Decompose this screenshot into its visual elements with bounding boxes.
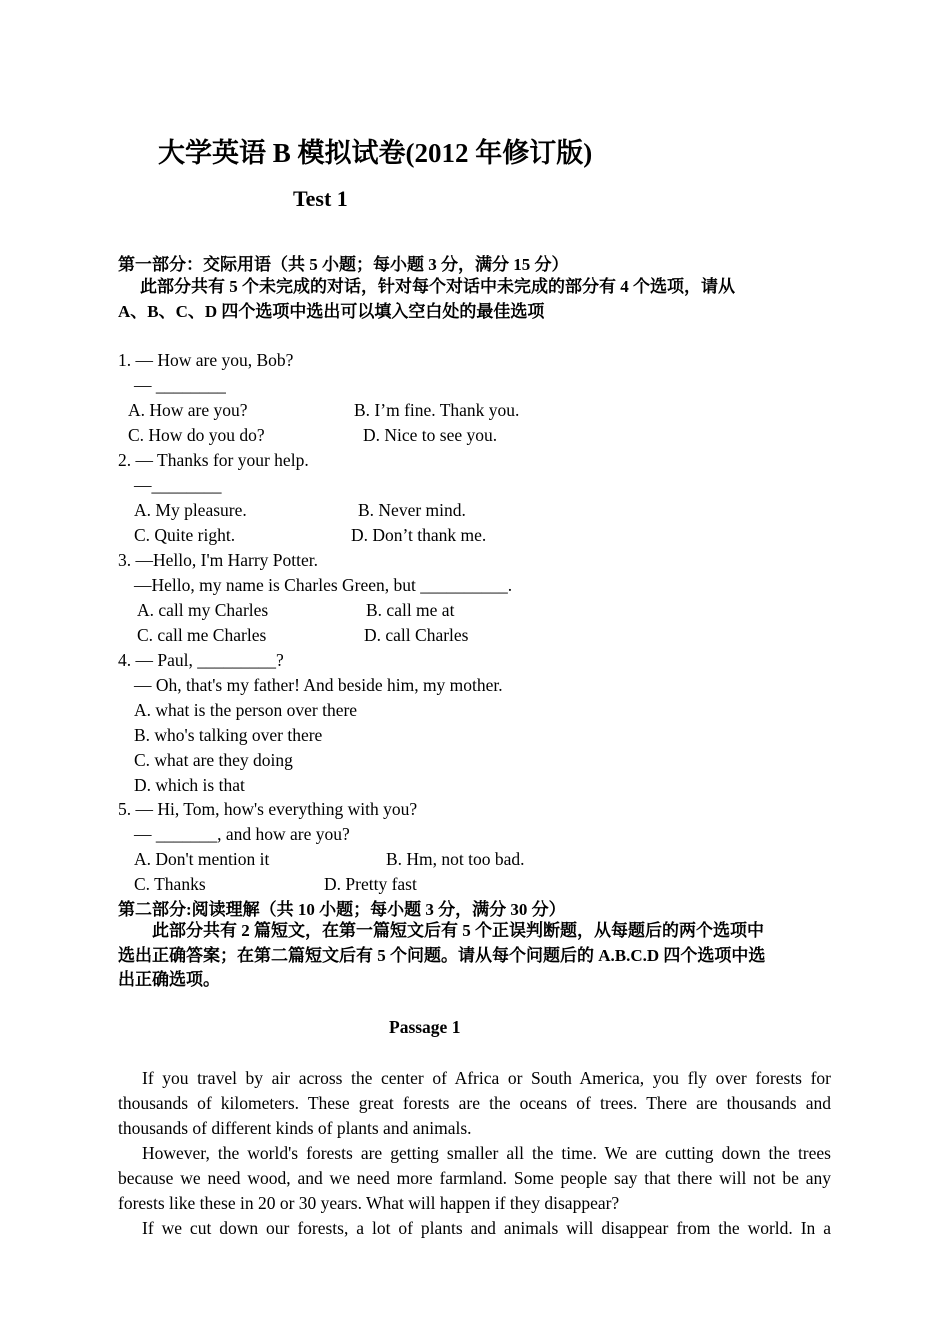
part2-heading: 第二部分:阅读理解（共 10 小题；每小题 3 分，满分 30 分） <box>118 900 566 919</box>
q1-option-a: A. How are you? <box>128 400 248 420</box>
q5-option-c: C. Thanks <box>134 874 206 894</box>
q5-option-b: B. Hm, not too bad. <box>386 849 525 869</box>
part1-heading: 第一部分：交际用语（共 5 小题；每小题 3 分，满分 15 分） <box>118 255 569 274</box>
q4-option-b: B. who's talking over there <box>134 725 323 745</box>
passage-paragraph: However, the world's forests are getting smaller all the time. We are cutting down the trees because we need wood, and we need more farmland. Some people say that there will not be any forests like these in 20 or 30 years. What will happen if they disappear? <box>118 1143 831 1213</box>
q1-reply: — ________ <box>134 375 226 395</box>
passage-body <box>118 1066 831 1241</box>
q4-option-d: D. which is that <box>134 775 245 795</box>
q4-option-c: C. what are they doing <box>134 750 293 770</box>
q3-option-d: D. call Charles <box>364 625 469 645</box>
q5-option-d: D. Pretty fast <box>324 874 417 894</box>
exam-title: 大学英语 B 模拟试卷(2012 年修订版) <box>158 138 593 168</box>
q4-reply: — Oh, that's my father! And beside him, my mother. <box>134 675 503 695</box>
part1-instruction-line1: 此部分共有 5 个未完成的对话，针对每个对话中未完成的部分有 4 个选项，请从 <box>140 277 735 296</box>
part2-instruction-line1: 此部分共有 2 篇短文，在第一篇短文后有 5 个正误判断题，从每题后的两个选项中 <box>152 921 764 940</box>
q3-option-c: C. call me Charles <box>137 625 267 645</box>
part2-instruction-line2: 选出正确答案；在第二篇短文后有 5 个问题。请从每个问题后的 A.B.C.D 四个选项中选 <box>118 946 766 965</box>
q2-option-c: C. Quite right. <box>134 525 236 545</box>
q3-prompt: 3. —Hello, I'm Harry Potter. <box>118 550 318 570</box>
q3-option-a: A. call my Charles <box>137 600 269 620</box>
q2-prompt: 2. — Thanks for your help. <box>118 450 309 470</box>
q5-reply: — _______, and how are you? <box>134 824 350 844</box>
passage-title: Passage 1 <box>389 1017 461 1037</box>
q1-option-c: C. How do you do? <box>128 425 265 445</box>
q2-option-b: B. Never mind. <box>358 500 466 520</box>
passage-paragraph: If we cut down our forests, a lot of plants and animals will disappear from the world. In a <box>142 1218 831 1238</box>
part1-instruction-line2: A、B、C、D 四个选项中选出可以填入空白处的最佳选项 <box>118 302 545 321</box>
q3-option-b: B. call me at <box>366 600 455 620</box>
part2-instruction-line3: 出正确选项。 <box>118 970 220 989</box>
q4-prompt: 4. — Paul, _________? <box>118 650 284 670</box>
passage-paragraph: If you travel by air across the center of Africa or South America, you fly over forests for thousands of kilometers. These great forests are the oceans of trees. There are thousands and thousands of different kinds of plants and animals. <box>118 1068 831 1138</box>
q2-reply: —________ <box>134 475 222 495</box>
q3-reply: —Hello, my name is Charles Green, but __________. <box>134 575 513 595</box>
q1-option-b: B. I’m fine. Thank you. <box>354 400 520 420</box>
q5-option-a: A. Don't mention it <box>134 849 270 869</box>
q4-option-a: A. what is the person over there <box>134 700 358 720</box>
test-subtitle: Test 1 <box>293 186 348 211</box>
q1-option-d: D. Nice to see you. <box>363 425 498 445</box>
q1-prompt: 1. — How are you, Bob? <box>118 350 294 370</box>
q2-option-a: A. My pleasure. <box>134 500 247 520</box>
q5-prompt: 5. — Hi, Tom, how's everything with you? <box>118 799 418 819</box>
q2-option-d: D. Don’t thank me. <box>351 525 487 545</box>
